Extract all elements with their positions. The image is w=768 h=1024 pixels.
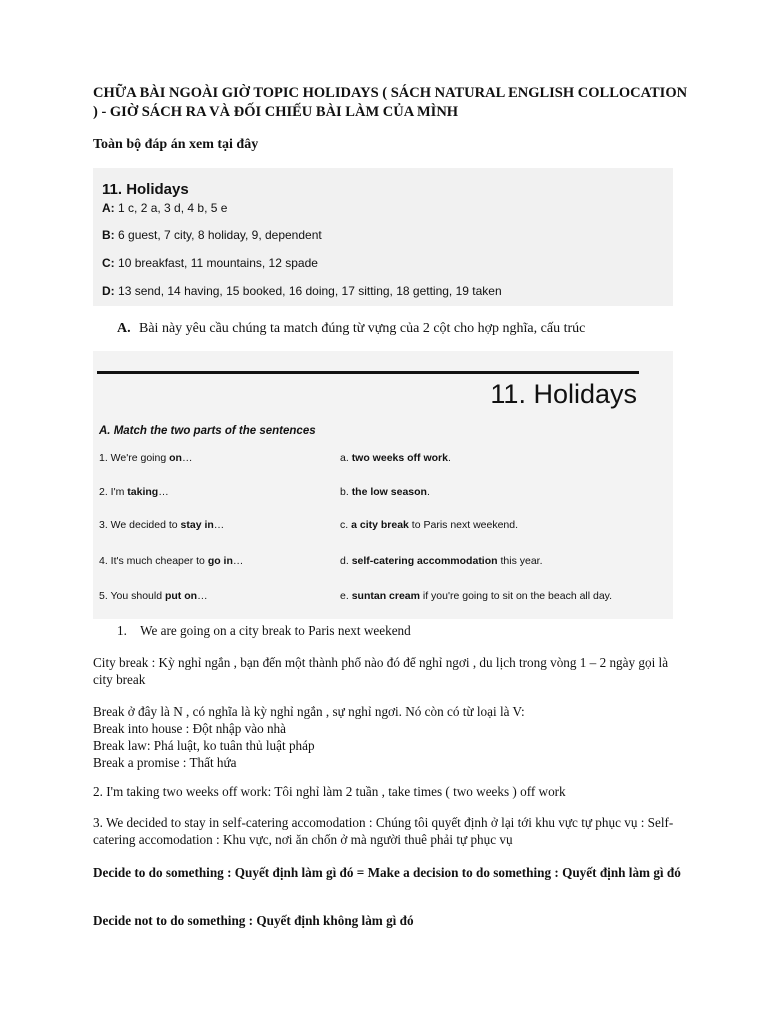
match-left-item: 3. We decided to stay in…: [99, 519, 225, 531]
text-line: Break law: Phá luật, ko tuân thủ luật pháp: [93, 738, 315, 753]
answer-key-line: D: 13 send, 14 having, 15 booked, 16 doing, 17 sitting, 18 getting, 19 taken: [102, 284, 502, 298]
text-line: Break a promise : Thất hứa: [93, 755, 237, 770]
text-line: Break into house : Đột nhập vào nhà: [93, 721, 287, 736]
match-right-item: a. two weeks off work.: [340, 452, 451, 464]
section-a-marker: A.: [117, 321, 131, 336]
answer-key-heading: 11. Holidays: [102, 181, 189, 198]
match-left-item: 5. You should put on…: [99, 590, 208, 602]
page-title: CHỮA BÀI NGOÀI GIỜ TOPIC HOLIDAYS ( SÁCH NATURAL ENGLISH COLLOCATION ) - GIỜ SÁCH RA VÀ ĐỐI CHIẾU BÀI LÀM CỦA MÌNH: [93, 85, 688, 120]
paragraph-break: [93, 703, 683, 771]
list-item-1: 1. We are going on a city break to Paris next weekend: [117, 623, 411, 638]
exercise-subtitle: A. Match the two parts of the sentences: [99, 425, 316, 437]
paragraph-city-break: City break : Kỳ nghỉ ngắn , bạn đến một thành phố nào đó để nghỉ ngơi , du lịch trong vòng 1 – 2 ngày gọi là city break: [93, 655, 669, 687]
paragraph-decide-not-to: Decide not to do something : Quyết định không làm gì đó: [93, 913, 414, 928]
section-a-text: Bài này yêu cầu chúng ta match đúng từ vựng của 2 cột cho hợp nghĩa, cấu trúc: [139, 321, 586, 336]
text-line: Break ở đây là N , có nghĩa là kỳ nghỉ ngắn , sự nghỉ ngơi. Nó còn có từ loại là V:: [93, 704, 525, 719]
match-right-item: b. the low season.: [340, 486, 430, 498]
answer-link[interactable]: Toàn bộ đáp án xem tại đây: [93, 137, 259, 152]
title-rule: [97, 371, 639, 374]
exercise-title: 11. Holidays: [490, 379, 637, 409]
match-right-item: d. self-catering accommodation this year.: [340, 555, 543, 567]
exercise-image: [93, 351, 673, 619]
match-right-item: e. suntan cream if you're going to sit on the beach all day.: [340, 590, 613, 602]
answer-key-line: C: 10 breakfast, 11 mountains, 12 spade: [102, 256, 318, 270]
answer-key-line: B: 6 guest, 7 city, 8 holiday, 9, dependent: [102, 228, 322, 242]
paragraph-item-2: 2. I'm taking two weeks off work: Tôi nghỉ làm 2 tuần , take times ( two weeks ) off work: [93, 784, 566, 799]
match-left-item: 4. It's much cheaper to go in…: [99, 555, 244, 567]
answer-key-line: A: 1 c, 2 a, 3 d, 4 b, 5 e: [102, 201, 228, 215]
match-left-item: 2. I'm taking…: [99, 486, 169, 498]
section-a-intro: [117, 321, 585, 337]
paragraph-decide-to: Decide to do something : Quyết định làm gì đó = Make a decision to do something : Quyết định làm gì đó: [93, 865, 681, 880]
match-left-item: 1. We're going on…: [99, 452, 193, 464]
answer-key-image: [93, 168, 673, 306]
match-right-item: c. a city break to Paris next weekend.: [340, 519, 519, 531]
paragraph-item-3: 3. We decided to stay in self-catering accomodation : Chúng tôi quyết định ở lại tới khu vực tự phục vụ : Self-catering accomodation : Khu vực, nơi ăn chốn ở mà người thuê phải tự phục vụ: [93, 815, 674, 847]
